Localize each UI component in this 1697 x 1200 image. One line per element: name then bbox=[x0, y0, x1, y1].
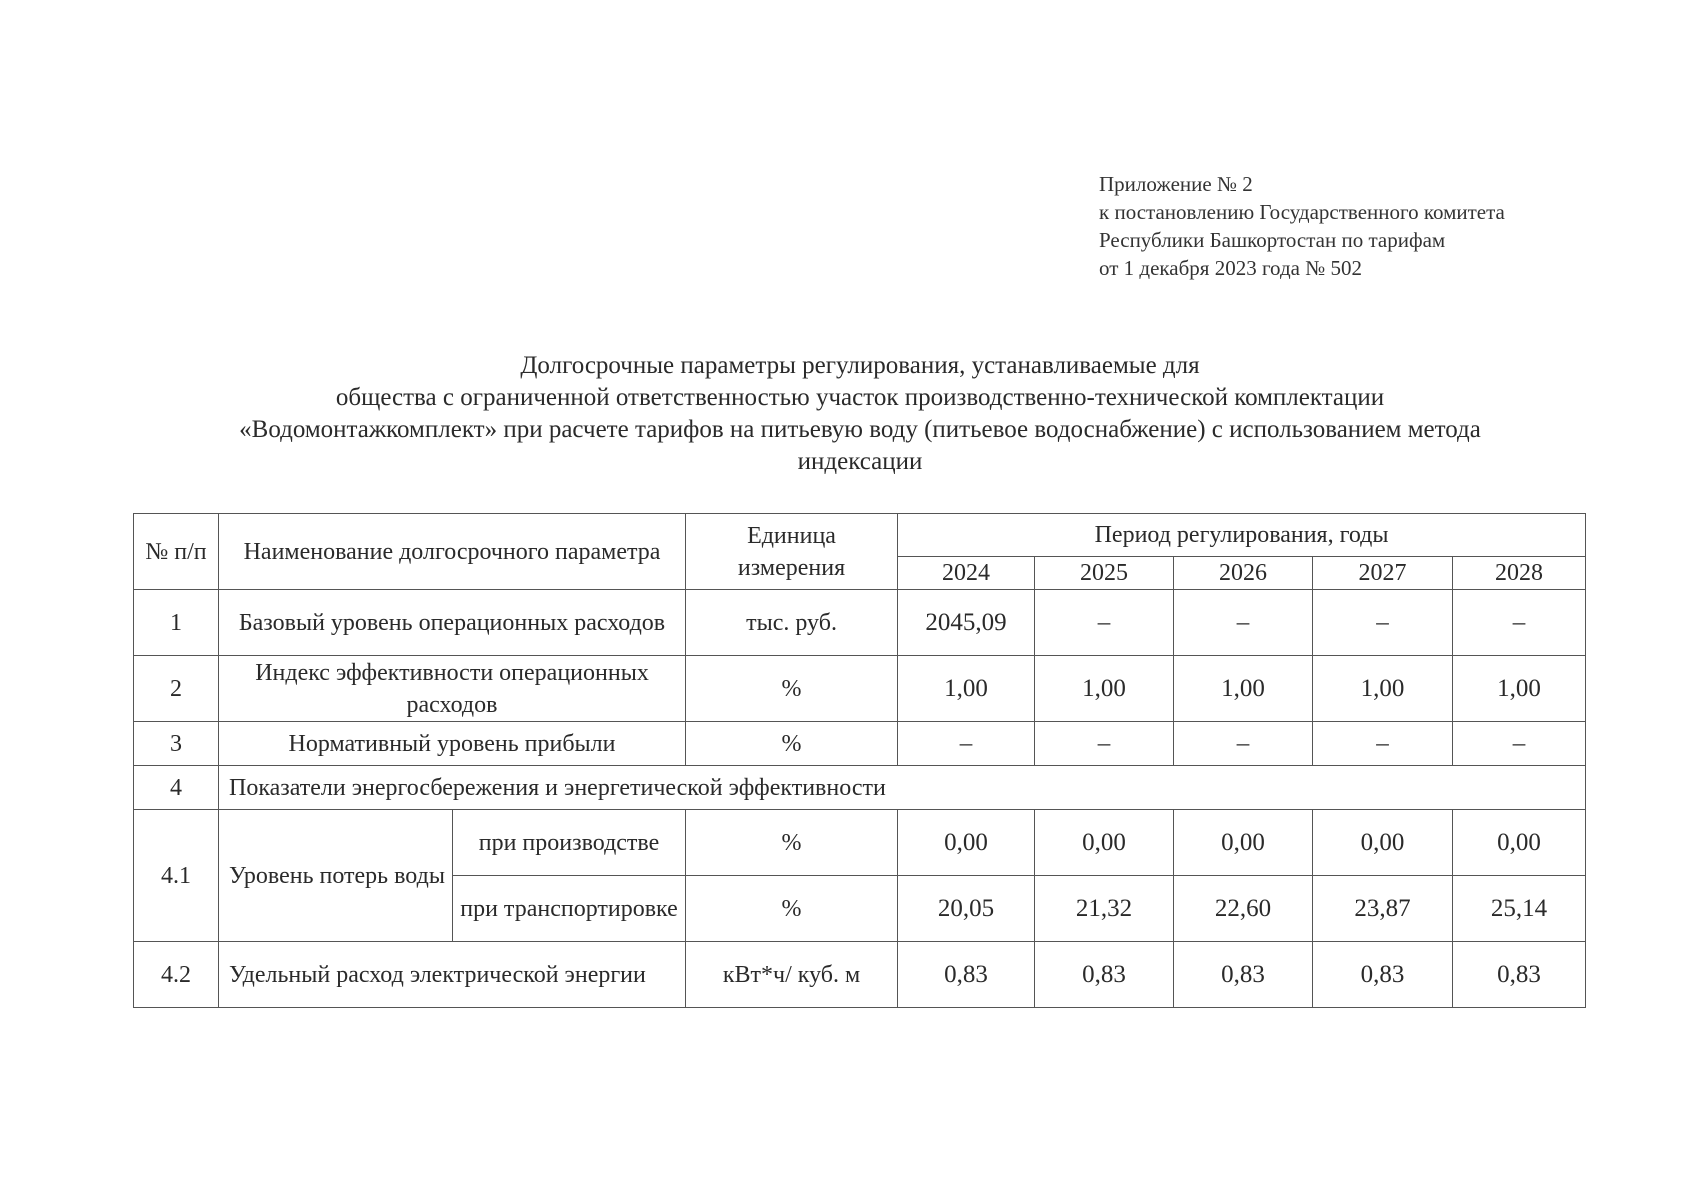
row-unit: % bbox=[686, 810, 898, 876]
row-subname: при производстве bbox=[453, 810, 686, 876]
row-value: 0,83 bbox=[1174, 942, 1313, 1008]
title-line-1: Долгосрочные параметры регулирования, устанавливаемые для bbox=[520, 352, 1200, 379]
parameters-table bbox=[133, 513, 1586, 1008]
table-row bbox=[134, 766, 1586, 810]
table-header-row bbox=[134, 514, 1586, 557]
header-year: 2028 bbox=[1453, 557, 1586, 590]
header-unit: Единица измерения bbox=[686, 514, 898, 590]
row-num: 4.1 bbox=[134, 810, 219, 942]
appendix-line-4: от 1 декабря 2023 года № 502 bbox=[1099, 256, 1362, 280]
row-value: 0,00 bbox=[898, 810, 1035, 876]
document-title bbox=[130, 350, 1590, 478]
row-value: – bbox=[1313, 722, 1453, 766]
row-unit: % bbox=[686, 876, 898, 942]
row-value: 23,87 bbox=[1313, 876, 1453, 942]
row-name: Индекс эффективности операционных расходов bbox=[219, 656, 686, 722]
title-line-2: общества с ограниченной ответственностью участок производственно-технической комплектации bbox=[335, 384, 1385, 411]
appendix-line-1: Приложение № 2 bbox=[1099, 172, 1253, 196]
header-year: 2024 bbox=[898, 557, 1035, 590]
row-value: – bbox=[1313, 590, 1453, 656]
header-year: 2025 bbox=[1035, 557, 1174, 590]
row-value: – bbox=[1035, 590, 1174, 656]
row-value: – bbox=[1453, 590, 1586, 656]
row-section-name: Показатели энергосбережения и энергетической эффективности bbox=[219, 766, 1586, 810]
table-row bbox=[134, 942, 1586, 1008]
row-value: 0,83 bbox=[1453, 942, 1586, 1008]
row-unit: тыс. руб. bbox=[686, 590, 898, 656]
row-value: 1,00 bbox=[898, 656, 1035, 722]
row-group-name: Уровень потерь воды bbox=[219, 810, 453, 942]
row-value: 0,83 bbox=[1313, 942, 1453, 1008]
row-value: 1,00 bbox=[1174, 656, 1313, 722]
header-year: 2027 bbox=[1313, 557, 1453, 590]
table-row bbox=[134, 722, 1586, 766]
row-value: 2045,09 bbox=[898, 590, 1035, 656]
title-line-3: «Водомонтажкомплект» при расчете тарифов на питьевую воду (питьевое водоснабжение) с использованием метода bbox=[239, 416, 1481, 443]
appendix-header bbox=[1099, 170, 1505, 282]
table-row bbox=[134, 590, 1586, 656]
row-value: 0,00 bbox=[1035, 810, 1174, 876]
row-value: – bbox=[898, 722, 1035, 766]
row-value: – bbox=[1035, 722, 1174, 766]
row-value: 1,00 bbox=[1313, 656, 1453, 722]
row-unit: % bbox=[686, 722, 898, 766]
row-value: – bbox=[1174, 722, 1313, 766]
row-value: 25,14 bbox=[1453, 876, 1586, 942]
header-period: Период регулирования, годы bbox=[898, 514, 1586, 557]
row-num: 3 bbox=[134, 722, 219, 766]
header-name: Наименование долгосрочного параметра bbox=[219, 514, 686, 590]
row-subname: при транспортировке bbox=[453, 876, 686, 942]
row-name: Удельный расход электрической энергии bbox=[219, 942, 686, 1008]
row-name: Нормативный уровень прибыли bbox=[219, 722, 686, 766]
appendix-line-2: к постановлению Государственного комитета bbox=[1099, 200, 1505, 224]
header-num: № п/п bbox=[134, 514, 219, 590]
row-num: 1 bbox=[134, 590, 219, 656]
row-num: 4.2 bbox=[134, 942, 219, 1008]
row-value: 22,60 bbox=[1174, 876, 1313, 942]
row-value: 21,32 bbox=[1035, 876, 1174, 942]
appendix-line-3: Республики Башкортостан по тарифам bbox=[1099, 228, 1446, 252]
table-row bbox=[134, 810, 1586, 876]
row-unit: % bbox=[686, 656, 898, 722]
table-row bbox=[134, 656, 1586, 722]
row-value: 0,83 bbox=[1035, 942, 1174, 1008]
row-value: – bbox=[1453, 722, 1586, 766]
row-value: 0,00 bbox=[1453, 810, 1586, 876]
row-num: 2 bbox=[134, 656, 219, 722]
row-value: 0,00 bbox=[1174, 810, 1313, 876]
row-value: – bbox=[1174, 590, 1313, 656]
row-value: 0,00 bbox=[1313, 810, 1453, 876]
row-value: 0,83 bbox=[898, 942, 1035, 1008]
title-line-4: индексации bbox=[797, 448, 923, 475]
row-value: 1,00 bbox=[1453, 656, 1586, 722]
row-name: Базовый уровень операционных расходов bbox=[219, 590, 686, 656]
row-num: 4 bbox=[134, 766, 219, 810]
row-unit: кВт*ч/ куб. м bbox=[686, 942, 898, 1008]
header-year: 2026 bbox=[1174, 557, 1313, 590]
row-value: 20,05 bbox=[898, 876, 1035, 942]
row-value: 1,00 bbox=[1035, 656, 1174, 722]
